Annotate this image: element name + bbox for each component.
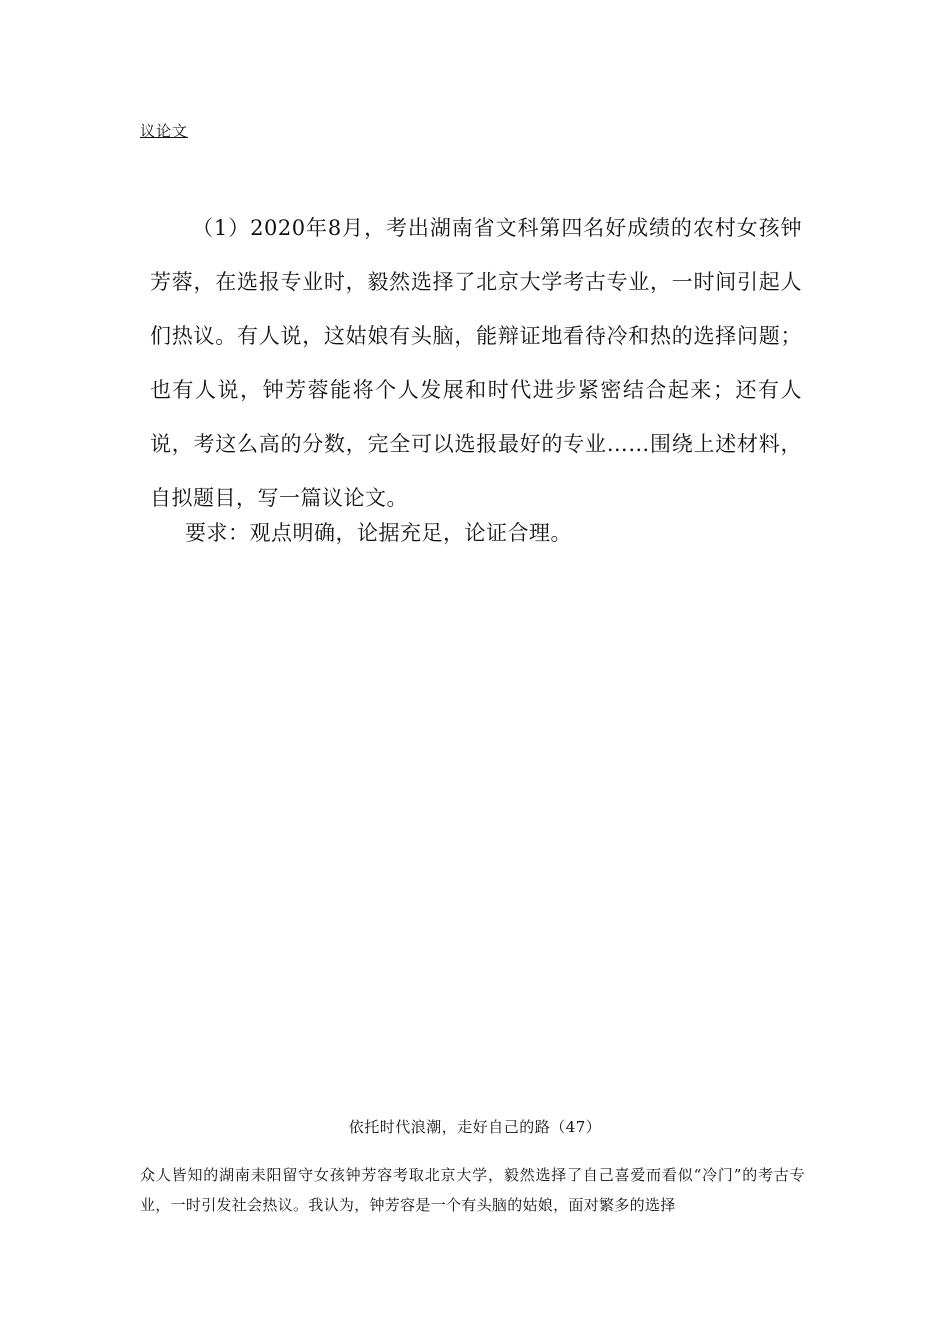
header-link[interactable]: 议论文 (140, 122, 189, 140)
essay-title: 依托时代浪潮，走好自己的路（47） (348, 1118, 602, 1136)
essay-prompt: （1）2020年8月，考出湖南省文科第四名好成绩的农村女孩钟芳蓉，在选报专业时，毅然选择了北京大学考古专业，一时间引起人们热议。有人说，这姑娘有头脑，能辩证地看待冷和热的选择问题；也有人说，钟芳蓉能将个人发展和时代进步紧密结合起来；还有人说，考这么高的分数，完全可以选报最好的专业……围绕上述材料，自拟题目，写一篇议论文。 (150, 216, 802, 510)
essay-body: 众人皆知的湖南耒阳留守女孩钟芳容考取北京大学，毅然选择了自己喜爱而看似“冷门”的考古专业，一时引发社会热议。我认为，钟芳容是一个有头脑的姑娘，面对繁多的选择 (140, 1166, 805, 1214)
essay-requirement: 要求：观点明确，论据充足，论证合理。 (185, 521, 572, 545)
